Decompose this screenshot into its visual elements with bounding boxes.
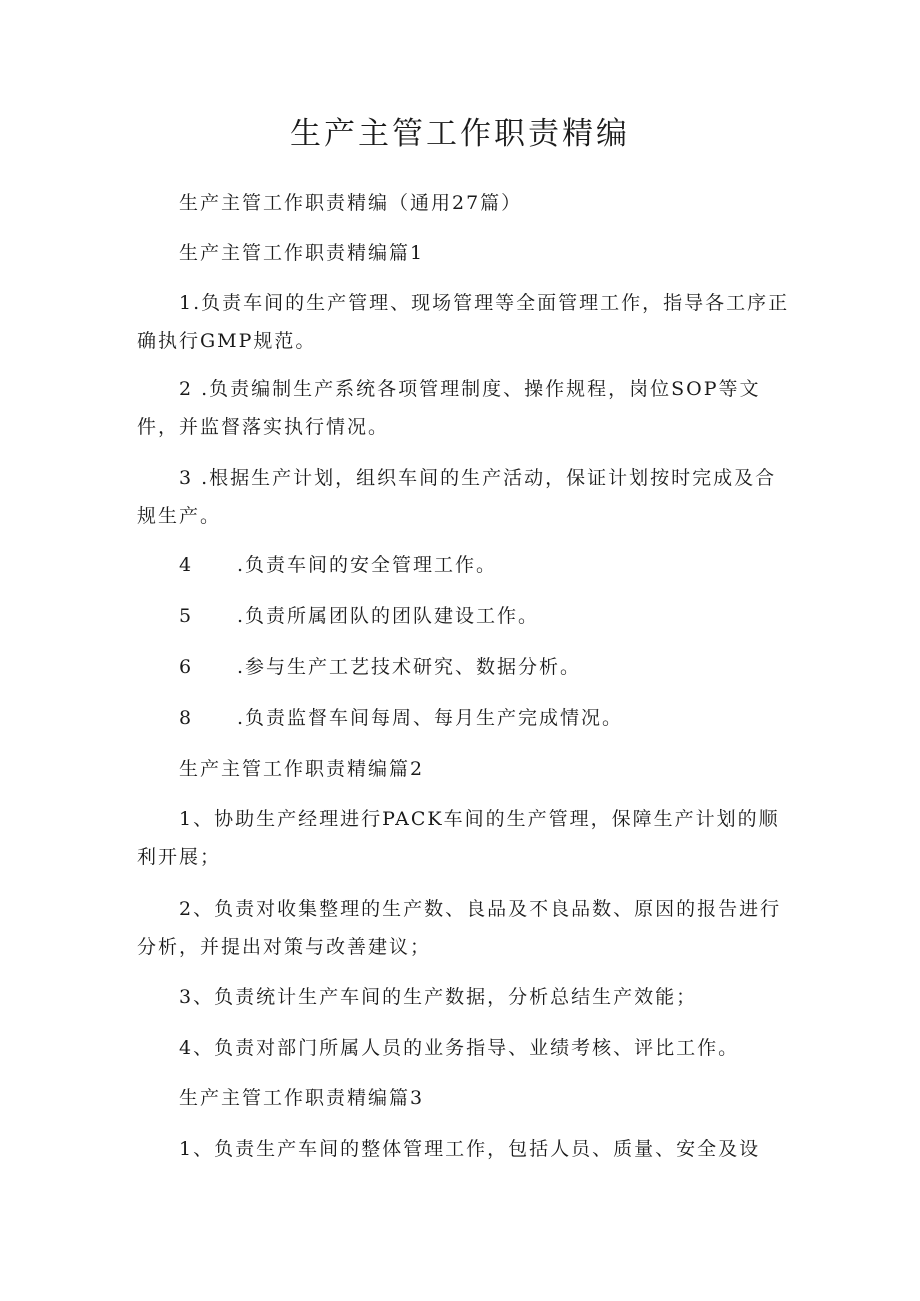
document-title: 生产主管工作职责精编 xyxy=(290,116,630,152)
section-heading-3: 生产主管工作职责精编篇3 xyxy=(179,1087,425,1109)
section-heading-1: 生产主管工作职责精编篇1 xyxy=(179,242,425,264)
paragraph-1-1: 1.负责车间的生产管理、现场管理等全面管理工作，指导各工序正确执行GMP规范。 xyxy=(137,292,790,352)
list-item-text: .负责所属团队的团队建设工作。 xyxy=(237,605,540,627)
paragraph-2-1: 1、协助生产经理进行PACK车间的生产管理，保障生产计划的顺利开展； xyxy=(137,808,780,868)
paragraph-2-3: 3、负责统计生产车间的生产数据，分析总结生产效能； xyxy=(179,986,698,1008)
paragraph-1-3: 3 .根据生产计划，组织车间的生产活动，保证计划按时完成及合规生产。 xyxy=(137,467,777,527)
list-item-number: 6 xyxy=(179,656,194,678)
list-item xyxy=(179,703,623,733)
list-item-number: 5 xyxy=(179,605,194,627)
list-item-number: 4 xyxy=(179,554,194,576)
paragraph-2-2: 2、负责对收集整理的生产数、良品及不良品数、原因的报告进行分析，并提出对策与改善建议； xyxy=(137,898,782,958)
list-item xyxy=(179,550,497,580)
list-item xyxy=(179,601,539,631)
list-item xyxy=(179,652,581,682)
paragraph-3-1: 1、负责生产车间的整体管理工作，包括人员、质量、安全及设 xyxy=(179,1138,761,1160)
section-heading-2: 生产主管工作职责精编篇2 xyxy=(179,758,425,780)
paragraph-2-4: 4、负责对部门所属人员的业务指导、业绩考核、评比工作。 xyxy=(179,1037,740,1059)
paragraph-1-2: 2 .负责编制生产系统各项管理制度、操作规程，岗位SOP等文件，并监督落实执行情况。 xyxy=(137,378,761,438)
list-item-number: 8 xyxy=(179,707,194,729)
list-item-text: .负责监督车间每周、每月生产完成情况。 xyxy=(237,707,624,729)
list-item-text: .负责车间的安全管理工作。 xyxy=(237,554,498,576)
list-item-text: .参与生产工艺技术研究、数据分析。 xyxy=(237,656,582,678)
document-subtitle: 生产主管工作职责精编（通用27篇） xyxy=(179,192,523,214)
